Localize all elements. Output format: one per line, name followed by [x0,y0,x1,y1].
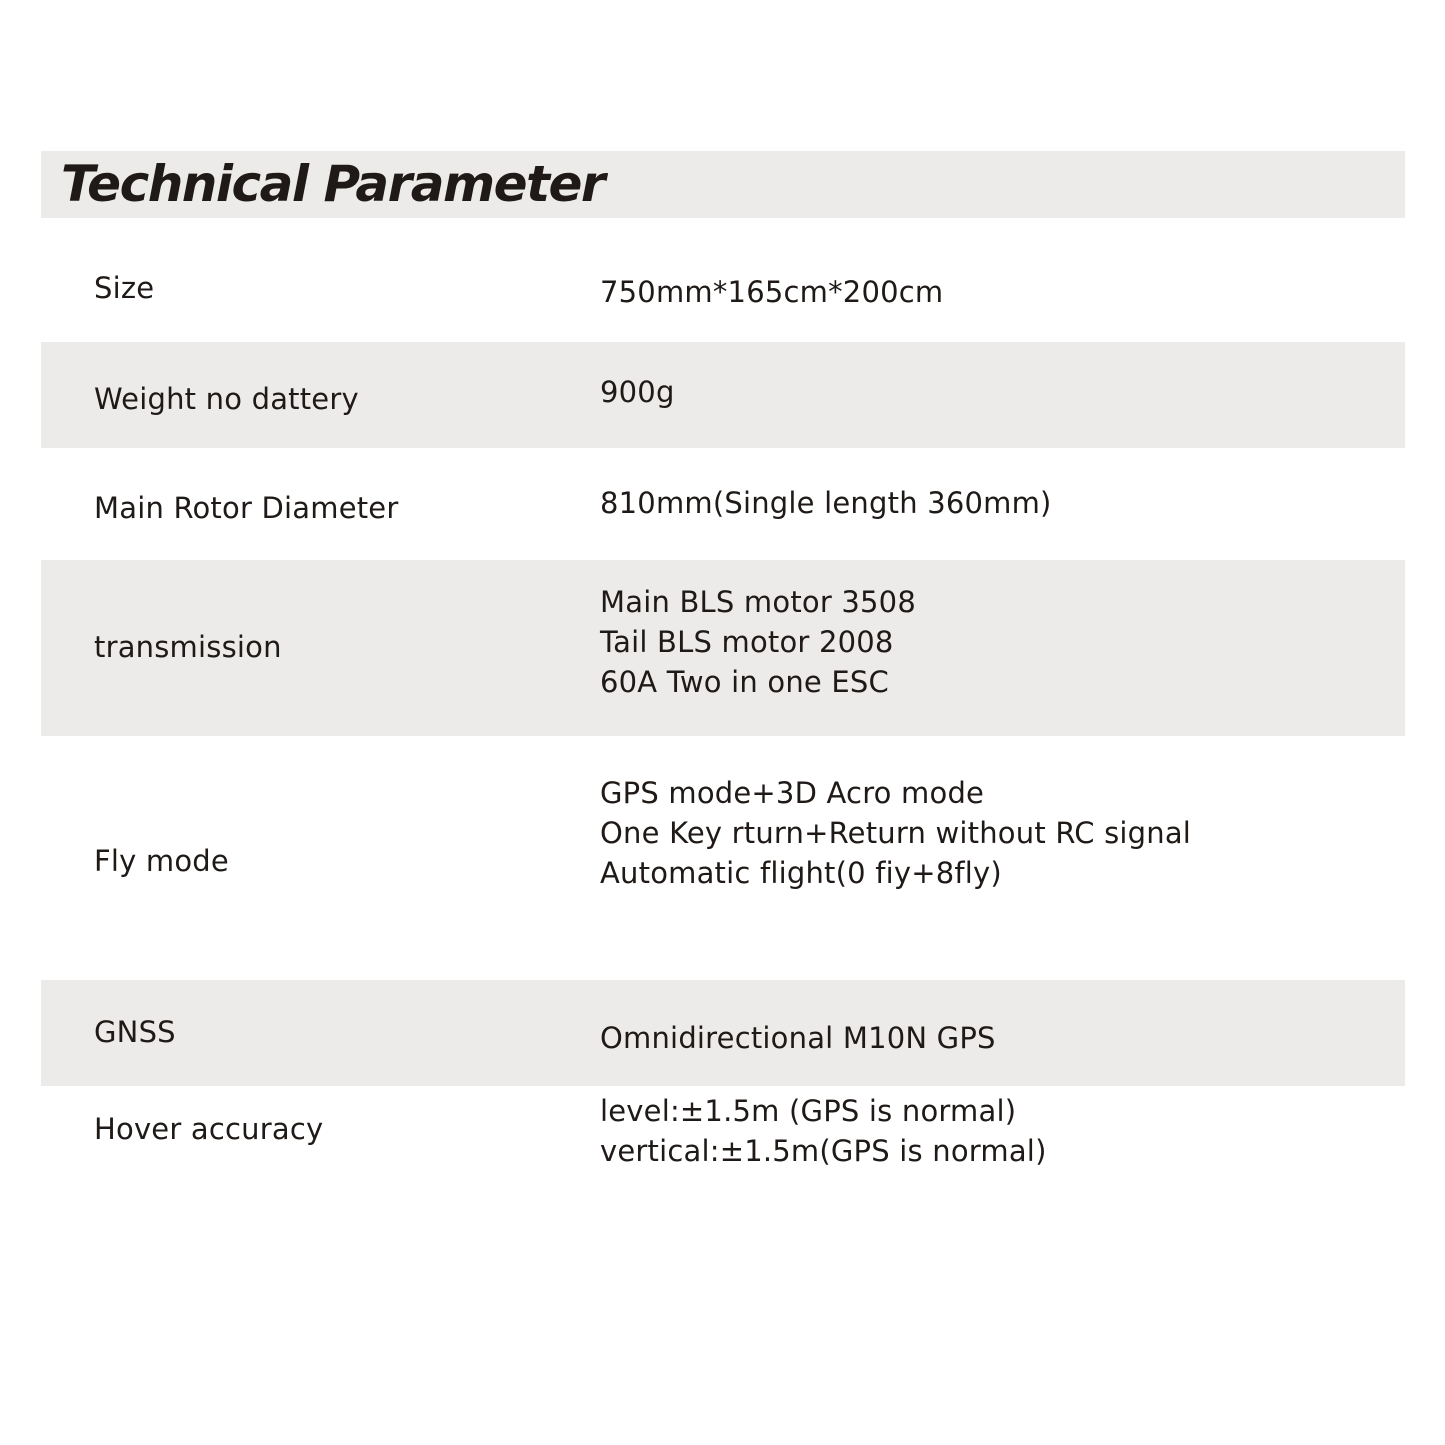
spec-value [600,773,1191,893]
spec-label: transmission [94,630,282,664]
spec-row-main-rotor-diameter [41,448,1405,560]
spec-row-size [41,238,1405,341]
spec-value-line: GPS mode+3D Acro mode [600,776,985,810]
spec-value [600,582,916,702]
spec-label: Fly mode [94,844,229,878]
spec-row-gnss [41,980,1405,1086]
spec-value [600,1018,996,1058]
spec-value [600,1091,1047,1171]
spec-value [600,483,1052,523]
spec-value [600,372,675,412]
spec-row-hover-accuracy [41,1086,1405,1196]
spec-label: Main Rotor Diameter [94,491,399,525]
page-title: Technical Parameter [61,155,605,213]
spec-label: GNSS [94,1015,176,1049]
spec-label: Size [94,271,155,305]
spec-value-line: Tail BLS motor 2008 [600,625,894,659]
spec-value-line: vertical:±1.5m(GPS is normal) [600,1134,1047,1168]
spec-label: Hover accuracy [94,1112,324,1146]
spec-value-line: level:±1.5m (GPS is normal) [600,1094,1017,1128]
spec-value-line: One Key rturn+Return without RC signal [600,816,1192,850]
spec-row-weight [41,342,1405,448]
spec-row-fly-mode [41,736,1405,980]
spec-value-line: Main BLS motor 3508 [600,585,916,619]
title-bar [41,151,1405,218]
spec-value [600,272,943,312]
spec-label: Weight no dattery [94,382,359,416]
spec-row-transmission [41,560,1405,736]
spec-value-line: 810mm(Single length 360mm) [600,486,1052,520]
spec-value-line: 750mm*165cm*200cm [600,275,944,309]
spec-value-line: 900g [600,375,675,409]
spec-value-line: Omnidirectional M10N GPS [600,1021,996,1055]
spec-value-line: Automatic flight(0 fiy+8fly) [600,856,1002,890]
spec-value-line: 60A Two in one ESC [600,665,889,699]
